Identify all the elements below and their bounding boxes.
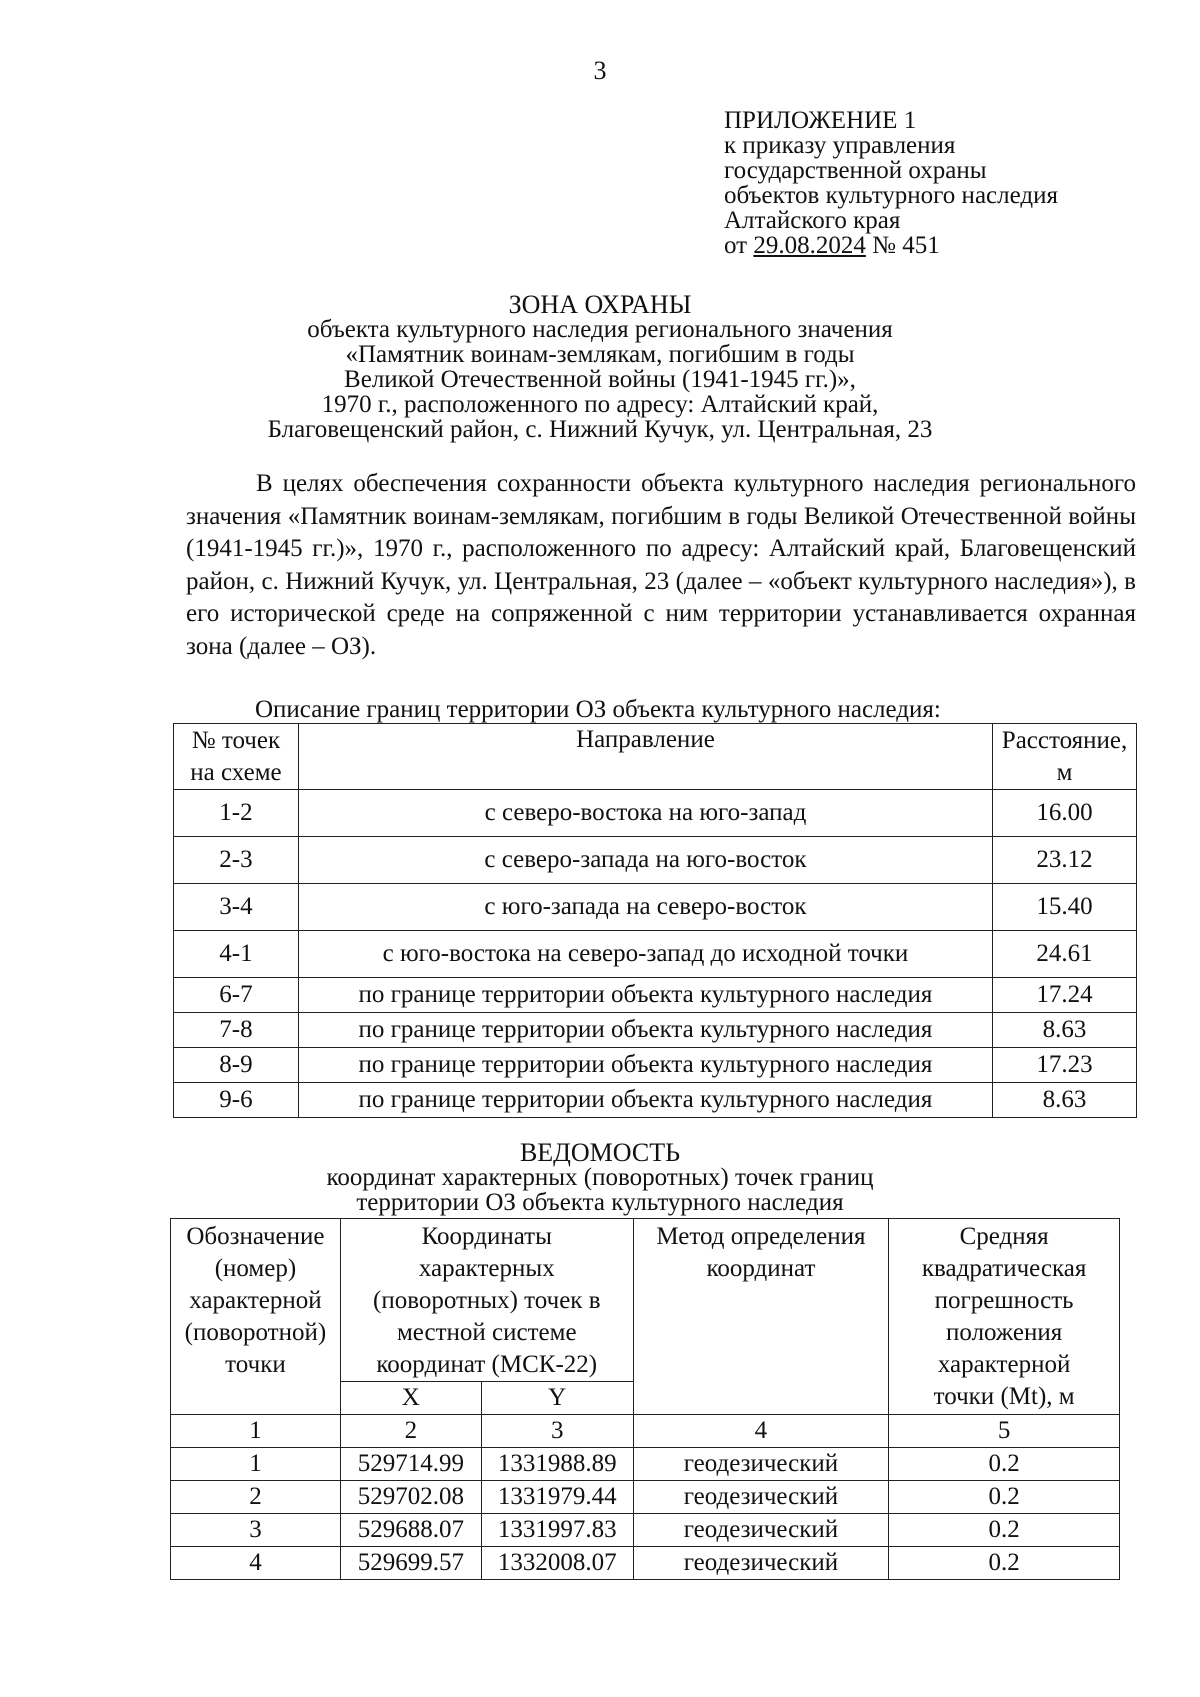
cell-error: 0.2 bbox=[889, 1481, 1120, 1514]
appendix-line: к приказу управления bbox=[724, 132, 956, 159]
appendix-line: Алтайского края bbox=[724, 207, 901, 234]
paragraph-text: В целях обеспечения сохранности объекта культурного наследия регионального значения «Памятник воинам-землякам, погибшим в годы Великой Отечественной войны (1941-1945 гг.)», 1970 г., расположенного по адресу: Алтайский край, Благовещенский район, с. Нижний Кучук, ул. Центральная, 23 (далее – «объект культурного наследия»), в его исторической среде на сопряженной с ним территории устанавливается охранная зона (далее – ОЗ). bbox=[186, 470, 1136, 660]
page-number: 3 bbox=[593, 56, 607, 85]
header-coordinates bbox=[340, 1219, 633, 1382]
cell-direction: по границе территории объекта культурного наследия bbox=[298, 1013, 992, 1048]
cell-point: 4 bbox=[171, 1547, 341, 1580]
header-points bbox=[174, 724, 299, 790]
cell-error: 0.2 bbox=[889, 1514, 1120, 1547]
appendix-line: объектов культурного наследия bbox=[724, 182, 1058, 209]
body-paragraph bbox=[186, 468, 1136, 663]
cell-distance: 8.63 bbox=[993, 1083, 1137, 1118]
table-row bbox=[171, 1448, 1120, 1481]
cell-x: 529699.57 bbox=[340, 1547, 481, 1580]
table-row bbox=[174, 1083, 1137, 1118]
header-direction: Направление bbox=[298, 724, 992, 790]
header-text: точки bbox=[225, 1351, 286, 1378]
cell-direction: по границе территории объекта культурного наследия bbox=[298, 978, 992, 1013]
table-row bbox=[171, 1514, 1120, 1547]
cell-error: 0.2 bbox=[889, 1547, 1120, 1580]
table-header-row bbox=[171, 1219, 1120, 1382]
cell-method: геодезический bbox=[633, 1547, 889, 1580]
column-number-row bbox=[171, 1415, 1120, 1448]
cell-method: геодезический bbox=[633, 1481, 889, 1514]
cell-distance: 15.40 bbox=[993, 884, 1137, 931]
date-prefix: от bbox=[724, 232, 754, 259]
cell-distance: 24.61 bbox=[993, 931, 1137, 978]
header-text: Средняя bbox=[959, 1223, 1049, 1250]
cell-points: 1-2 bbox=[174, 790, 299, 837]
header-y: Y bbox=[481, 1382, 633, 1415]
header-designation bbox=[171, 1219, 341, 1415]
header-distance bbox=[993, 724, 1137, 790]
cell-points: 4-1 bbox=[174, 931, 299, 978]
cell-direction: с юго-запада на северо-восток bbox=[298, 884, 992, 931]
table-row bbox=[174, 1048, 1137, 1083]
header-text: Обозначение bbox=[186, 1223, 325, 1250]
cell-direction: по границе территории объекта культурного наследия bbox=[298, 1048, 992, 1083]
header-text: положения bbox=[946, 1319, 1063, 1346]
header-text: координат bbox=[706, 1255, 816, 1282]
header-text: квадратическая bbox=[921, 1255, 1087, 1282]
header-text: (поворотных) точек в bbox=[373, 1287, 601, 1314]
table-row bbox=[171, 1547, 1120, 1580]
header-text: (поворотной) bbox=[184, 1319, 327, 1346]
boundary-table bbox=[173, 723, 1137, 1118]
zone-subtitle-line: объекта культурного наследия регионального значения bbox=[307, 316, 893, 343]
coordinates-table bbox=[170, 1218, 1120, 1580]
cell-points: 3-4 bbox=[174, 884, 299, 931]
header-text: координат (МСК-22) bbox=[376, 1351, 598, 1378]
boundary-table-caption: Описание границ территории ОЗ объекта культурного наследия: bbox=[255, 696, 941, 723]
cell-points: 8-9 bbox=[174, 1048, 299, 1083]
cell-method: геодезический bbox=[633, 1514, 889, 1547]
header-text: местной системе bbox=[396, 1319, 577, 1346]
cell-method: геодезический bbox=[633, 1448, 889, 1481]
cell-distance: 17.24 bbox=[993, 978, 1137, 1013]
header-text: Метод определения bbox=[656, 1223, 866, 1250]
header-text: (номер) bbox=[214, 1255, 297, 1282]
cell-point: 1 bbox=[171, 1448, 341, 1481]
header-text: Расстояние, bbox=[1001, 726, 1128, 754]
zone-title-block bbox=[100, 292, 1100, 442]
zone-subtitle-line: 1970 г., расположенного по адресу: Алтайский край, bbox=[321, 391, 879, 418]
zone-heading: ЗОНА ОХРАНЫ bbox=[508, 290, 692, 319]
table-row bbox=[171, 1481, 1120, 1514]
coordinates-title-block bbox=[100, 1140, 1100, 1215]
column-number: 4 bbox=[633, 1415, 889, 1448]
table-row bbox=[174, 931, 1137, 978]
column-number: 1 bbox=[171, 1415, 341, 1448]
coordinates-subtitle-line: координат характерных (поворотных) точек границ bbox=[326, 1164, 874, 1191]
cell-direction: с северо-востока на юго-запад bbox=[298, 790, 992, 837]
table-row bbox=[174, 790, 1137, 837]
cell-y: 1332008.07 bbox=[481, 1547, 633, 1580]
cell-x: 529702.08 bbox=[340, 1481, 481, 1514]
cell-y: 1331997.83 bbox=[481, 1514, 633, 1547]
header-text: характерной bbox=[937, 1351, 1071, 1378]
cell-direction: с юго-востока на северо-запад до исходной точки bbox=[298, 931, 992, 978]
header-text: точки (Mt), м bbox=[933, 1383, 1075, 1410]
column-number: 3 bbox=[481, 1415, 633, 1448]
table-row bbox=[174, 837, 1137, 884]
header-text: характерных bbox=[418, 1255, 555, 1282]
cell-x: 529688.07 bbox=[340, 1514, 481, 1547]
cell-points: 7-8 bbox=[174, 1013, 299, 1048]
header-text: № точек bbox=[191, 726, 281, 754]
zone-subtitle-line: «Памятник воинам-землякам, погибшим в годы bbox=[345, 341, 855, 368]
cell-y: 1331979.44 bbox=[481, 1481, 633, 1514]
cell-direction: по границе территории объекта культурного наследия bbox=[298, 1083, 992, 1118]
cell-x: 529714.99 bbox=[340, 1448, 481, 1481]
header-text: Координаты bbox=[421, 1223, 552, 1250]
header-error bbox=[889, 1219, 1120, 1415]
header-text: на схеме bbox=[190, 758, 282, 786]
table-header-row bbox=[174, 724, 1137, 790]
cell-direction: с северо-запада на юго-восток bbox=[298, 837, 992, 884]
table-row bbox=[174, 884, 1137, 931]
appendix-block bbox=[724, 108, 1058, 258]
cell-distance: 17.23 bbox=[993, 1048, 1137, 1083]
appendix-title: ПРИЛОЖЕНИЕ 1 bbox=[724, 107, 917, 134]
column-number: 2 bbox=[340, 1415, 481, 1448]
cell-points: 2-3 bbox=[174, 837, 299, 884]
cell-y: 1331988.89 bbox=[481, 1448, 633, 1481]
header-text: характерной bbox=[189, 1287, 322, 1314]
zone-subtitle-line: Великой Отечественной войны (1941-1945 гг.)», bbox=[344, 366, 856, 393]
zone-subtitle-line: Благовещенский район, с. Нижний Кучук, ул. Центральная, 23 bbox=[267, 416, 933, 443]
cell-point: 2 bbox=[171, 1481, 341, 1514]
header-text: погрешность bbox=[934, 1287, 1074, 1314]
table-row bbox=[174, 978, 1137, 1013]
column-number: 5 bbox=[889, 1415, 1120, 1448]
order-date: 29.08.2024 bbox=[753, 232, 866, 259]
order-number: № 451 bbox=[865, 232, 940, 259]
cell-points: 6-7 bbox=[174, 978, 299, 1013]
cell-points: 9-6 bbox=[174, 1083, 299, 1118]
coordinates-subtitle-line: территории ОЗ объекта культурного наследия bbox=[356, 1189, 844, 1216]
header-method bbox=[633, 1219, 889, 1415]
cell-error: 0.2 bbox=[889, 1448, 1120, 1481]
table-row bbox=[174, 1013, 1137, 1048]
cell-point: 3 bbox=[171, 1514, 341, 1547]
appendix-date-line bbox=[724, 233, 1058, 258]
header-x: X bbox=[340, 1382, 481, 1415]
cell-distance: 23.12 bbox=[993, 837, 1137, 884]
coordinates-heading: ВЕДОМОСТЬ bbox=[519, 1138, 681, 1167]
appendix-line: государственной охраны bbox=[724, 157, 987, 184]
header-text: м bbox=[1056, 758, 1073, 786]
cell-distance: 16.00 bbox=[993, 790, 1137, 837]
cell-distance: 8.63 bbox=[993, 1013, 1137, 1048]
